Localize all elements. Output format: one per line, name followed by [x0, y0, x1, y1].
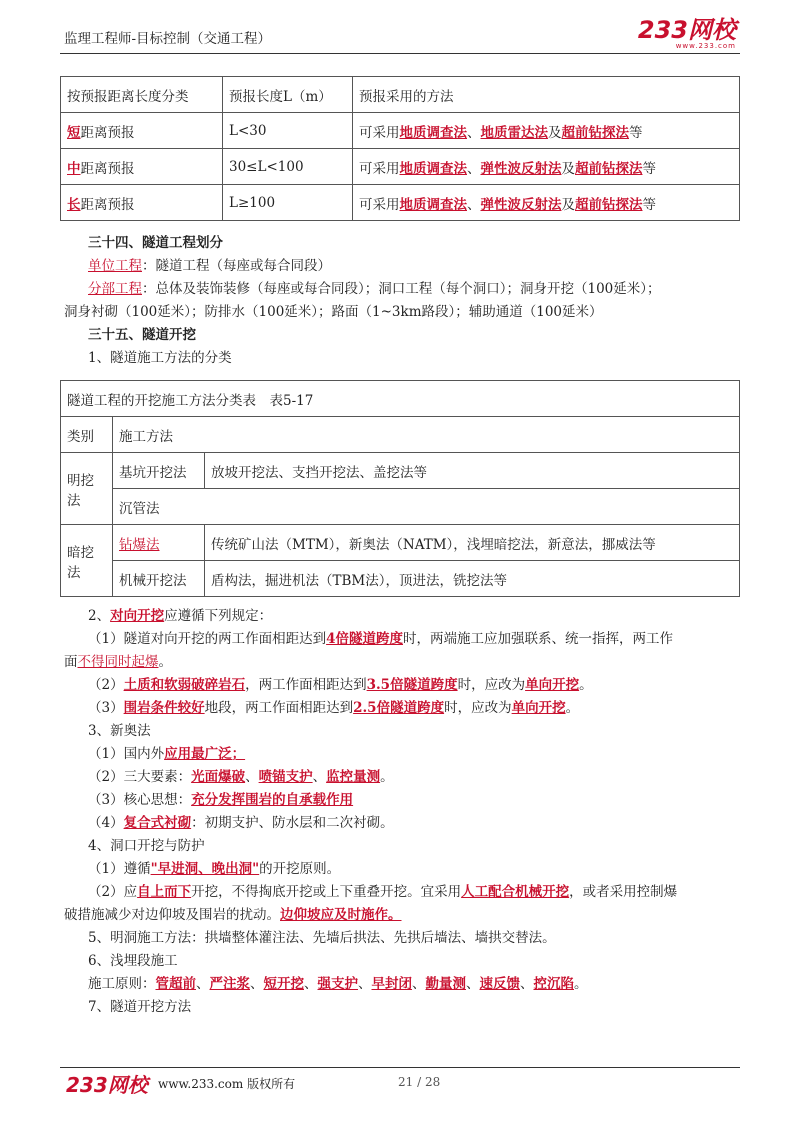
- key-term: 单向开挖: [525, 677, 580, 693]
- method-1: 地质调查法: [399, 160, 467, 177]
- principle-item: 速反馈: [479, 976, 520, 992]
- unit-project-line: 单位工程：隧道工程（每座或每合同段）: [88, 258, 331, 274]
- key-term: 土质和软弱破碎岩石: [123, 677, 246, 693]
- table-header-row: [61, 77, 740, 113]
- method-3: 超前钻探法: [575, 196, 643, 213]
- forecast-table: [60, 76, 740, 221]
- point-2-line-3: （3）围岩条件较好地段，两工作面相距达到2.5倍隧道跨度时，应改为单向开挖。: [88, 700, 580, 716]
- header-cell: 预报长度L（m）: [223, 77, 353, 113]
- point-3-title: 3、新奥法: [88, 723, 151, 739]
- table-header-row: [61, 417, 740, 453]
- category-cell: [61, 113, 223, 149]
- category-cell: 明挖法: [61, 453, 113, 525]
- table-row: [61, 149, 740, 185]
- part-project-label: 分部工程: [88, 281, 142, 297]
- method-desc-cell: 放坡开挖法、支挡开挖法、盖挖法等: [205, 453, 740, 489]
- header-cell: 预报采用的方法: [353, 77, 740, 113]
- key-term: 对向开挖: [110, 608, 165, 624]
- table-row: [61, 561, 740, 597]
- key-term: 围岩条件较好: [123, 700, 205, 716]
- point-3-line-4: （4）复合式衬砌：初期支护、防水层和二次衬砌。: [88, 815, 394, 831]
- table-row: [61, 185, 740, 221]
- point-3-line-1: （1）国内外应用最广泛；: [88, 746, 246, 762]
- point-3-line-3: （3）核心思想：充分发挥围岩的自承载作用: [88, 792, 354, 808]
- drill-blast-key: 钻爆法: [119, 536, 160, 553]
- point-4-line-1: （1）遵循"早进洞、晚出洞"的开挖原则。: [88, 861, 341, 877]
- principle-item: 勤量测: [425, 976, 466, 992]
- method-desc-cell: 盾构法，掘进机法（TBM法），顶进法，铣挖法等: [205, 561, 740, 597]
- footer-copyright: www.233.com 版权所有: [158, 1077, 296, 1091]
- principle-item: 强支护: [317, 976, 358, 992]
- key-term: 复合式衬砌: [123, 815, 192, 831]
- category-rest: 距离预报: [80, 160, 135, 177]
- category-rest: 距离预报: [80, 124, 135, 141]
- method-cell: 可采用地质调查法、弹性波反射法及超前钻探法等: [353, 149, 740, 185]
- key-term: 不得同时起爆: [77, 654, 159, 670]
- table-row: [61, 113, 740, 149]
- method-name-cell: 沉管法: [113, 489, 740, 525]
- key-term: 充分发挥围岩的自承载作用: [191, 792, 354, 808]
- length-cell: L<30: [223, 113, 353, 149]
- method-1: 地质调查法: [399, 124, 467, 141]
- point-4-line-2: （2）应自上而下开挖，不得掏底开挖或上下重叠开挖。宜采用人工配合机械开挖，或者采用控制爆: [88, 884, 678, 900]
- length-cell: L≥100: [223, 185, 353, 221]
- key-term: 喷锚支护: [258, 769, 313, 785]
- point-2-line-1: （1）隧道对向开挖的两工作面相距达到4倍隧道跨度时，两端施工应加强联系、统一指挥，两工作: [88, 631, 673, 647]
- header-cell: 按预报距离长度分类: [61, 77, 223, 113]
- subsection-1-title: 1、隧道施工方法的分类: [88, 350, 232, 366]
- brand-logo: [638, 18, 736, 50]
- key-term: 监控量测: [326, 769, 381, 785]
- method-cell: 可采用地质调查法、弹性波反射法及超前钻探法等: [353, 185, 740, 221]
- method-3: 超前钻探法: [575, 160, 643, 177]
- section-35-title: 三十五、隧道开挖: [88, 327, 196, 343]
- category-key: 中: [67, 160, 81, 177]
- key-term: 4倍隧道跨度: [326, 631, 403, 647]
- point-2-line-1b: 面不得同时起爆。: [64, 654, 172, 670]
- category-cell: 暗挖法: [61, 525, 113, 597]
- header-cell: 施工方法: [113, 417, 740, 453]
- point-3-line-2: （2）三大要素：光面爆破、喷锚支护、监控量测。: [88, 769, 394, 785]
- method-2: 地质雷达法: [480, 124, 548, 141]
- key-term: 单向开挖: [511, 700, 566, 716]
- key-term: 人工配合机械开挖: [461, 884, 570, 900]
- document-header-title: 监理工程师-目标控制（交通工程）: [64, 31, 272, 47]
- key-term: 光面爆破: [191, 769, 246, 785]
- point-4-line-2b: 破措施减少对边仰坡及围岩的扰动。边仰坡应及时施作。: [64, 907, 402, 923]
- method-name-cell: 机械开挖法: [113, 561, 205, 597]
- section-34-title: 三十四、隧道工程划分: [88, 235, 223, 251]
- table-row: [61, 453, 740, 489]
- key-term: 3.5倍隧道跨度: [366, 677, 458, 693]
- method-1: 地质调查法: [399, 196, 467, 213]
- header-rule: [60, 53, 740, 54]
- category-key: 长: [67, 196, 81, 213]
- table-row: [61, 525, 740, 561]
- method-3: 超前钻探法: [561, 124, 629, 141]
- principle-item: 控沉陷: [533, 976, 574, 992]
- category-cell: [61, 185, 223, 221]
- method-desc-cell: 传统矿山法（MTM），新奥法（NATM），浅埋暗挖法，新意法，挪威法等: [205, 525, 740, 561]
- logo-url: www.233.com: [675, 42, 736, 50]
- principle-item: 短开挖: [263, 976, 304, 992]
- method-2: 弹性波反射法: [480, 196, 562, 213]
- point-4-title: 4、洞口开挖与防护: [88, 838, 205, 854]
- key-term: 边仰坡应及时施作。: [280, 907, 402, 923]
- table-row: [61, 489, 740, 525]
- footer-rule: [60, 1067, 740, 1068]
- length-cell: 30≤L<100: [223, 149, 353, 185]
- logo-text: 233网校: [637, 16, 736, 44]
- method-name-cell: [113, 525, 205, 561]
- point-5-text: 5、明洞施工方法：拱墙整体灌注法、先墙后拱法、先拱后墙法、墙拱交替法。: [88, 930, 556, 946]
- category-key: 短: [67, 124, 81, 141]
- point-7-title: 7、隧道开挖方法: [88, 999, 192, 1015]
- point-2-line-2: （2）土质和软弱破碎岩石，两工作面相距达到3.5倍隧道跨度时，应改为单向开挖。: [88, 677, 593, 693]
- part-project-line: 分部工程：总体及装饰装修（每座或每合同段）；洞口工程（每个洞口）；洞身开挖（100延米）；: [88, 281, 661, 297]
- method-cell: 可采用地质调查法、地质雷达法及超前钻探法等: [353, 113, 740, 149]
- key-term: "早进洞、晚出洞": [150, 861, 260, 877]
- key-term: 2.5倍隧道跨度: [353, 700, 445, 716]
- method-2: 弹性波反射法: [480, 160, 562, 177]
- point-2-title: 2、对向开挖应遵循下列规定：: [88, 608, 273, 624]
- table-caption: 隧道工程的开挖施工方法分类表 表5-17: [61, 381, 740, 417]
- part-project-line-2: 洞身衬砌（100延米）；防排水（100延米）；路面（1~3km路段）；辅助通道（100延米）: [64, 304, 603, 320]
- category-rest: 距离预报: [80, 196, 135, 213]
- category-cell: [61, 149, 223, 185]
- header-cell: 类别: [61, 417, 113, 453]
- footer-logo: 233网校: [66, 1073, 148, 1097]
- excavation-method-table: [60, 380, 740, 597]
- principle-item: 严注浆: [209, 976, 250, 992]
- method-name-cell: 基坑开挖法: [113, 453, 205, 489]
- table-caption-row: [61, 381, 740, 417]
- unit-project-label: 单位工程: [88, 258, 142, 274]
- key-term: 应用最广泛；: [164, 746, 246, 762]
- principle-item: 早封闭: [371, 976, 412, 992]
- point-6-principles: 施工原则：管超前、严注浆、短开挖、强支护、早封闭、勤量测、速反馈、控沉陷。: [88, 976, 588, 992]
- principle-item: 管超前: [155, 976, 196, 992]
- point-6-title: 6、浅埋段施工: [88, 953, 178, 969]
- key-term: 自上而下: [137, 884, 192, 900]
- page-number: 21 / 28: [398, 1075, 441, 1089]
